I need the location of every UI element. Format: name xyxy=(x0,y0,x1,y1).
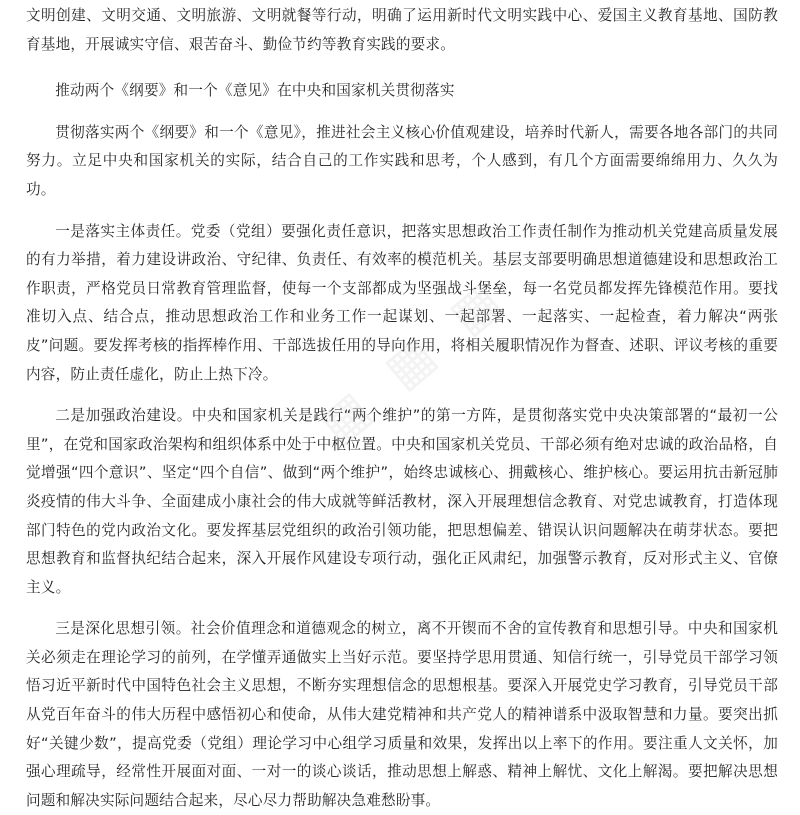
paragraph-point-one: 一是落实主体责任。党委（党组）要强化责任意识，把落实思想政治工作责任制作为推动机关党建高质量发展的有力举措，着力建设讲政治、守纪律、负责任、有效率的模范机关。基层支部要明确思想道德建设和思想政治工作职责，严格党员日常教育管理监督，使每一个支部都成为坚强战斗堡垒，每一名党员都发挥先锋模范作用。要找准切入点、结合点，推动思想政治工作和业务工作一起谋划、一起部署、一起落实、一起检查，着力解决“两张皮”问题。要发挥考核的指挥棒作用、干部选拔任用的导向作用，将相关履职情况作为督查、述职、评议考核的重要内容，防止责任虚化，防止上热下冷。 xyxy=(26,222,778,383)
paragraph-intro: 贯彻落实两个《纲要》和一个《意见》，推进社会主义核心价值观建设，培养时代新人，需要各地各部门的共同努力。立足中央和国家机关的实际，结合自己的工作实践和思考，个人感到，有几个方面需要绵绵用力、久久为功。 xyxy=(26,123,778,198)
paragraph-point-two: 二是加强政治建设。中央和国家机关是践行“两个维护”的第一方阵，是贯彻落实党中央决策部署的“最初一公里”，在党和国家政治架构和组织体系中处于中枢位置。中央和国家机关党员、干部必须有绝对忠诚的政治品格，自觉增强“四个意识”、坚定“四个自信”、做到“两个维护”，始终忠诚核心、拥戴核心、维护核心。要运用抗击新冠肺炎疫情的伟大斗争、全面建成小康社会的伟大成就等鲜活教材，深入开展理想信念教育、对党忠诚教育，打造体现部门特色的党内政治文化。要发挥基层党组织的政治引领功能，把思想偏差、错误认识问题解决在萌芽状态。要把思想教育和监督执纪结合起来，深入开展作风建设专项行动，强化正风肃纪，加强警示教育，反对形式主义、官僚主义。 xyxy=(26,407,778,596)
watermark-graphic: ▦ ▦ ▦ xyxy=(307,263,519,455)
paragraph-point-three: 三是深化思想引领。社会价值理念和道德观念的树立，离不开锲而不舍的宣传教育和思想引导。中央和国家机关必须走在理论学习的前列，在学懂弄通做实上当好示范。要坚持学思用贯通、知信行统一，引导党员干部学习领悟习近平新时代中国特色社会主义思想，不断夯实理想信念的思想根基。要深入开展党史学习教育，引导党员干部从党百年奋斗的伟大历程中感悟初心和使命，从伟大建党精神和共产党人的精神谱系中汲取智慧和力量。要突出抓好“关键少数”，提高党委（党组）理论学习中心组学习质量和效果，发挥出以上率下的作用。要注重人文关怀，加强心理疏导，经常性开展面对面、一对一的谈心谈话，推动思想上解惑、精神上解忧、文化上解渴。要把解决思想问题和解决实际问题结合起来，尽心尽力帮助解决急难愁盼事。 xyxy=(26,620,778,809)
section-heading: 推动两个《纲要》和一个《意见》在中央和国家机关贯彻落实 xyxy=(55,82,455,100)
paragraph-continuation: 文明创建、文明交通、文明旅游、文明就餐等行动，明确了运用新时代文明实践中心、爱国主义教育基地、国防教育基地，开展诚实守信、艰苦奋斗、勤俭节约等教育实践的要求。 xyxy=(26,7,778,53)
